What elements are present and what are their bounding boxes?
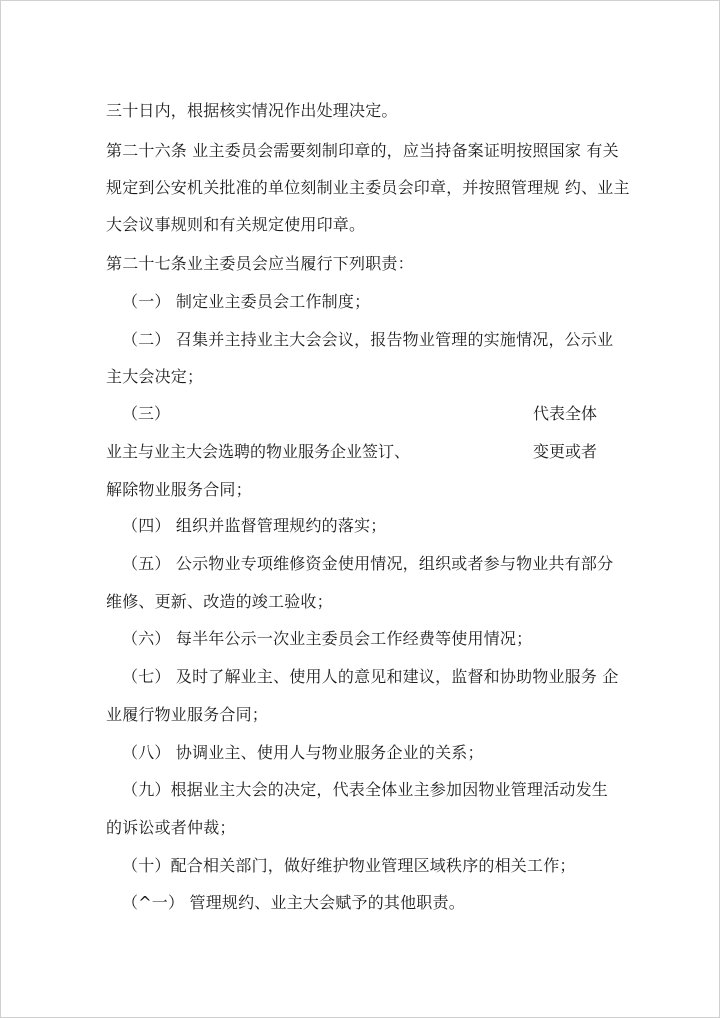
text-line: （四） 组织并监督管理规约的落实； — [122, 516, 387, 535]
text-line: 维修、更新、改造的竣工验收； — [106, 592, 333, 611]
text-line: 主大会决定； — [106, 367, 204, 386]
text-line: （九）根据业主大会的决定，代表全体业主参加因物业管理活动发生 — [122, 780, 609, 799]
text-line: 规定到公安机关批准的单位刻制业主委员会印章，并按照管理规 约、业主 — [106, 178, 630, 197]
text-line: 的诉讼或者仲裁； — [106, 818, 236, 837]
text-line: 解除物业服务合同； — [106, 480, 252, 499]
text-line: （十）配合相关部门，做好维护物业管理区域秩序的相关工作； — [122, 856, 576, 875]
text-line: 业履行物业服务合同； — [106, 705, 269, 724]
text-segment: （三） — [122, 404, 171, 423]
text-line: （七） 及时了解业主、使用人的意见和建议，监督和协助物业服务 企 — [122, 667, 619, 686]
text-line: （一） 制定业主委员会工作制度； — [122, 292, 371, 311]
text-line: （二） 召集并主持业主大会会议，报告物业管理的实施情况，公示业 — [122, 330, 614, 349]
text-line: （五） 公示物业专项维修资金使用情况，组织或者参与物业共有部分 — [122, 554, 614, 573]
text-line: （^一） 管理规约、业主大会赋予的其他职责。 — [122, 893, 465, 912]
text-line: 第二十七条业主委员会应当履行下列职责： — [106, 254, 414, 273]
text-segment: 业主与业主大会选聘的物业服务企业签订、 — [106, 442, 411, 461]
text-segment: 代表全体 — [533, 404, 598, 423]
text-line: 第二十六条 业主委员会需要刻制印章的，应当持备案证明按照国家 有关 — [106, 141, 619, 160]
text-segment: 变更或者 — [533, 442, 598, 461]
text-line: （六） 每半年公示一次业主委员会工作经费等使用情况； — [122, 629, 533, 648]
text-line: （八） 协调业主、使用人与物业服务企业的关系； — [122, 743, 484, 762]
text-line: 三十日内，根据核实情况作出处理决定。 — [106, 101, 398, 120]
text-line: 大会议事规则和有关规定使用印章。 — [106, 215, 366, 234]
